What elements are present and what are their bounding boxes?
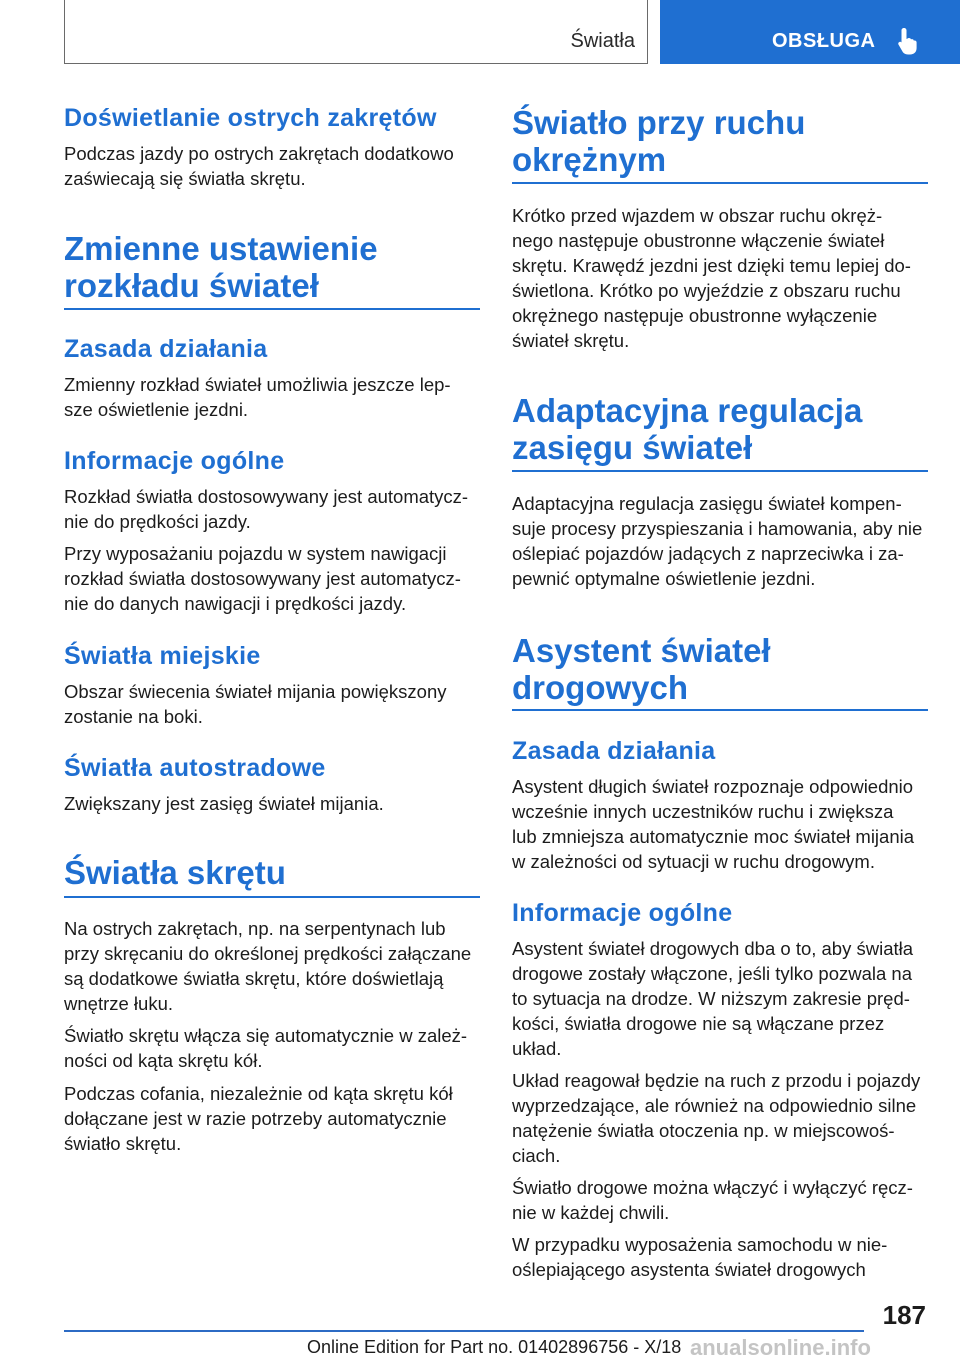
text-line: suje procesy przyspieszania i hamowania, aby nie (512, 518, 923, 539)
text-line: kości, światła drogowe nie są włączane przez (512, 1013, 885, 1034)
paragraph-general-4 (512, 1232, 887, 1282)
heading-line: rozkładu świateł (64, 267, 319, 304)
chapter-label: OBSŁUGA (772, 30, 876, 52)
text-line: oślepiającego asystenta świateł drogowych (512, 1259, 866, 1280)
text-line: zostanie na boki. (64, 706, 203, 727)
footer-rule (64, 1330, 864, 1332)
heading-variable-light (64, 230, 378, 304)
page-number: 187 (882, 1300, 926, 1330)
text-line: nego następuje obustronne włączenie świateł (512, 230, 885, 251)
heading-general: Informacje ogólne (64, 447, 285, 475)
text-line: Krótko przed wjazdem w obszar ruchu okręż- (512, 205, 883, 226)
text-line: dołączane jest w razie potrzeby automatycznie (64, 1108, 447, 1129)
section-rule (512, 709, 928, 711)
text-line: zaświecają się światła skrętu. (64, 168, 306, 189)
heading-line: okrężnym (512, 141, 667, 178)
heading-line: Światło przy ruchu (512, 104, 806, 141)
heading-line: Światła skrętu (64, 854, 286, 891)
heading-principle: Zasada działania (64, 335, 268, 363)
paragraph-city-light (64, 679, 447, 729)
text-line: Obszar świecenia świateł mijania powiększony (64, 681, 447, 702)
text-line: okrężnego następuje obustronne wyłączenie (512, 305, 878, 326)
text-line: Światło skrętu włącza się automatycznie w zależ- (64, 1025, 468, 1046)
text-line: Światło drogowe można włączyć i wyłączyć ręcz- (512, 1177, 913, 1198)
text-line: Rozkład światła dostosowywany jest automatycz- (64, 486, 469, 507)
heading-cornering: Doświetlanie ostrych zakrętów (64, 104, 437, 132)
section-rule (512, 470, 928, 472)
text-line: ciach. (512, 1145, 561, 1166)
text-line: Asystent świateł drogowych dba o to, aby światła (512, 938, 914, 959)
paragraph-general-3 (512, 1175, 913, 1225)
text-line: światło skrętu. (64, 1133, 182, 1154)
heading-motorway-light: Światła autostradowe (64, 754, 326, 782)
paragraph-cornering (64, 141, 454, 191)
text-line: natężenie światła otoczenia np. w miejscowoś- (512, 1120, 895, 1141)
text-line: sze oświetlenie jezdni. (64, 399, 249, 420)
text-line: rozkład światła dostosowywany jest automatycz- (64, 568, 461, 589)
heading-line: Adaptacyjna regulacja (512, 392, 863, 429)
heading-roundabout-light (512, 104, 805, 178)
paragraph-turn-3 (64, 1081, 453, 1156)
heading-line: drogowych (512, 669, 689, 706)
paragraph-general-1 (512, 936, 913, 1061)
text-line: W przypadku wyposażenia samochodu w nie- (512, 1234, 888, 1255)
paragraph-general-2 (64, 541, 461, 616)
paragraph-general-1 (64, 484, 468, 534)
paragraph-motorway-light (64, 791, 384, 816)
paragraph-adaptive-range (512, 491, 922, 591)
text-line: nie do prędkości jazdy. (64, 511, 251, 532)
edition-info: Online Edition for Part no. 01402896756 - X/18 (307, 1337, 682, 1357)
heading-principle: Zasada działania (512, 737, 716, 765)
paragraph-turn-2 (64, 1023, 467, 1073)
pointing-hand-icon (896, 26, 922, 56)
text-line: nie do danych nawigacji i prędkości jazdy. (64, 593, 407, 614)
text-line: Asystent długich świateł rozpoznaje odpowiednio (512, 776, 914, 797)
heading-line: zasięgu świateł (512, 429, 753, 466)
text-line: skrętu. Krawędź jezdni jest dzięki temu lepiej do- (512, 255, 911, 276)
heading-adaptive-range (512, 392, 862, 466)
text-line: świateł skrętu. (512, 330, 630, 351)
text-line: lub zmniejsza automatycznie moc świateł mijania (512, 826, 915, 847)
text-line: Podczas cofania, niezależnie od kąta skrętu kół (64, 1083, 453, 1104)
text-line: oślepiać pojazdów jadących z naprzeciwka i za- (512, 543, 904, 564)
text-line: Na ostrych zakrętach, np. na serpentynach lub (64, 918, 446, 939)
text-line: wcześnie innych uczestników ruchu i zwiększa (512, 801, 894, 822)
heading-turn-lights (64, 854, 286, 891)
heading-line: Asystent świateł (512, 632, 771, 669)
heading-high-beam-assistant (512, 632, 771, 706)
text-line: ności od kąta skrętu kół. (64, 1050, 263, 1071)
text-line: Zwiększany jest zasięg świateł mijania. (64, 793, 384, 814)
heading-city-light: Światła miejskie (64, 642, 261, 670)
text-line: pewnić optymalne oświetlenie jezdni. (512, 568, 816, 589)
text-line: przy skręcaniu do określonej prędkości załączane (64, 943, 472, 964)
header-section-box (64, 0, 648, 64)
section-title: Światła (570, 30, 635, 52)
text-line: Podczas jazdy po ostrych zakrętach dodatkowo (64, 143, 454, 164)
text-line: są dodatkowe światła skrętu, które doświetlają (64, 968, 444, 989)
text-line: wyprzedzające, ale również na odpowiednio silne (512, 1095, 917, 1116)
paragraph-principle (64, 372, 451, 422)
text-line: w zależności od sytuacji w ruchu drogowym. (512, 851, 875, 872)
paragraph-principle (512, 774, 914, 874)
text-line: układ. (512, 1038, 562, 1059)
section-rule (64, 896, 480, 898)
text-line: Adaptacyjna regulacja zasięgu świateł kompen- (512, 493, 902, 514)
paragraph-turn-1 (64, 916, 471, 1016)
text-line: Zmienny rozkład świateł umożliwia jeszcze lep- (64, 374, 451, 395)
chapter-tab[interactable] (660, 0, 960, 64)
text-line: świetlona. Krótko po wyjeździe z obszaru ruchu (512, 280, 901, 301)
paragraph-roundabout (512, 203, 911, 353)
paragraph-general-2 (512, 1068, 920, 1168)
text-line: drogowe zostały włączone, jeśli tylko pozwala na (512, 963, 913, 984)
heading-general: Informacje ogólne (512, 899, 733, 927)
heading-line: Zmienne ustawienie (64, 230, 378, 267)
section-rule (64, 308, 480, 310)
text-line: Układ reagował będzie na ruch z przodu i pojazdy (512, 1070, 921, 1091)
text-line: Przy wyposażaniu pojazdu w system nawigacji (64, 543, 447, 564)
text-line: nie w każdej chwili. (512, 1202, 670, 1223)
watermark: anualsonline.info (690, 1335, 871, 1360)
text-line: to sytuacja na drodze. W niższym zakresie pręd- (512, 988, 910, 1009)
section-rule (512, 182, 928, 184)
text-line: wnętrze łuku. (64, 993, 173, 1014)
